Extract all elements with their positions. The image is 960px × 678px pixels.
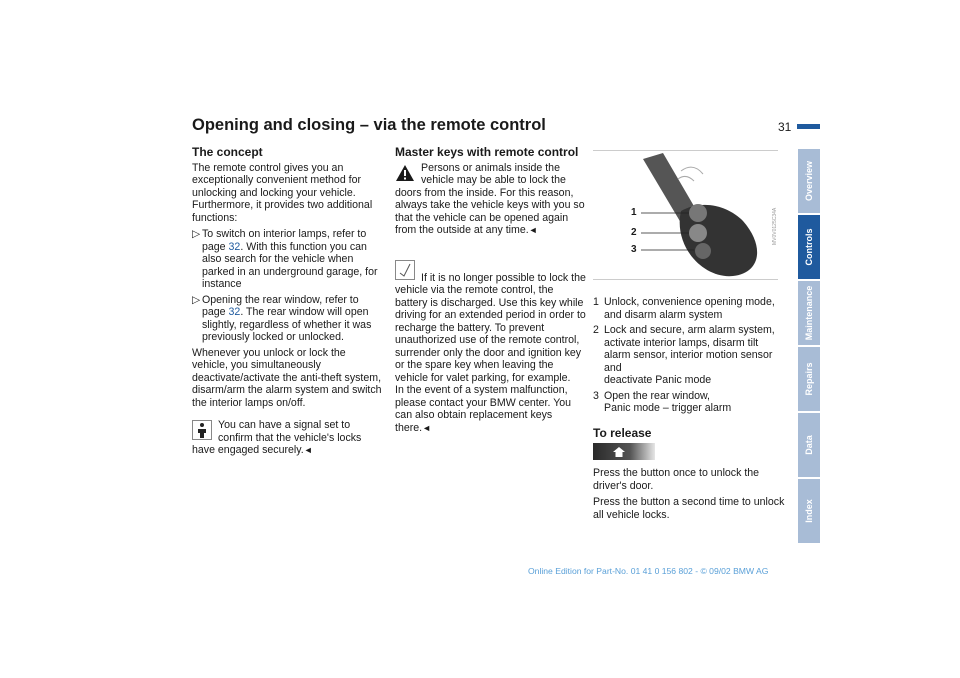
- remote-key-illustration: [593, 150, 778, 280]
- bullet-arrow-icon: ▷: [192, 293, 201, 306]
- master-keys-note: If it is no longer possible to lock the vehicle via the remote control, the battery is discharged. Use this key while driving for an extended period in order to recharge the battery. To prevent unauthorized use of the remote control, surrender only the door and ignition key or the spare key when leaving the vehicle for valet parking, for example. In the event of a system malfunction, please contact your BMW center. You can also obtain replacement keys there.◄: [395, 247, 587, 435]
- page-link-32[interactable]: 32: [228, 306, 241, 318]
- concept-paragraph: Whenever you unlock or lock the vehicle, you simultaneously deactivate/activate the anti-theft system, disarm/arm the alarm system and switch the interior lamps on/off.: [192, 346, 382, 409]
- end-mark-icon: ◄: [303, 445, 313, 455]
- page-accent-bar: [797, 124, 820, 129]
- end-mark-icon: ◄: [422, 422, 432, 433]
- master-keys-heading: Master keys with remote control: [395, 145, 579, 159]
- footer-edition: Online Edition for Part-No. 01 41 0 156 802 - © 09/02 BMW AG: [528, 566, 769, 576]
- list-item: 2 Lock and secure, arm alarm system, activate interior lamps, disarm tilt alarm sensor, interior motion sensor and deactivate Panic mode: [593, 324, 775, 386]
- tab-index[interactable]: Index: [798, 479, 820, 543]
- list-item: 3 Open the rear window, Panic mode – trigger alarm: [593, 389, 732, 414]
- list-item: 1 Unlock, convenience opening mode, and disarm alarm system: [593, 296, 775, 321]
- service-person-icon: [192, 420, 212, 440]
- concept-bullet-1: ▷ To switch on interior lamps, refer to page 32. With this function you can also search for the vehicle when parked in an underground garage, for instance: [192, 228, 378, 290]
- note-checkmark-icon: [395, 260, 415, 280]
- figure-code: MV0V0125C34A: [772, 207, 778, 245]
- tab-maintenance[interactable]: Maintenance: [798, 281, 820, 345]
- house-unlock-icon: [613, 447, 625, 457]
- callout-2: 2: [631, 227, 637, 238]
- page-link-32[interactable]: 32: [228, 240, 241, 253]
- bullet-arrow-icon: ▷: [192, 228, 201, 240]
- page-number: 31: [778, 120, 792, 134]
- tab-overview[interactable]: Overview: [798, 149, 820, 213]
- master-keys-section: [395, 146, 587, 434]
- tab-repairs[interactable]: Repairs: [798, 347, 820, 411]
- release-heading: To release: [593, 425, 652, 440]
- master-keys-warning: Persons or animals inside the vehicle may be able to lock the doors from the inside. For this reason, always take the vehicle keys with you so that the vehicle can be opened again from the outside at any time.◄: [395, 161, 585, 236]
- tab-controls[interactable]: Controls: [798, 215, 820, 279]
- release-paragraph-1: Press the button once to unlock the driver's door.: [593, 467, 760, 492]
- unlock-button-graphic: [593, 443, 655, 460]
- end-mark-icon: ◄: [528, 225, 538, 235]
- page-title: Opening and closing – via the remote control: [192, 116, 546, 134]
- concept-heading: The concept: [192, 145, 263, 159]
- key-functions-section: [593, 296, 785, 525]
- concept-intro: The remote control gives you an exceptionally convenient method for unlocking and locking your vehicle. Furthermore, it provides two additional functions:: [192, 161, 373, 224]
- concept-section: [192, 146, 384, 457]
- callout-1: 1: [631, 207, 637, 218]
- concept-bullet-2: ▷ Opening the rear window, refer to page 32. The rear window will open slightly, regardless of whether it was previously locked or unlocked.: [192, 293, 372, 343]
- tab-data[interactable]: Data: [798, 413, 820, 477]
- concept-note: You can have a signal set to confirm that the vehicle's locks have engaged securely.◄: [192, 419, 362, 456]
- callout-3: 3: [631, 244, 637, 255]
- section-tabs: [798, 149, 820, 545]
- release-paragraph-2: Press the button a second time to unlock all vehicle locks.: [593, 496, 785, 521]
- warning-triangle-icon: [395, 163, 415, 183]
